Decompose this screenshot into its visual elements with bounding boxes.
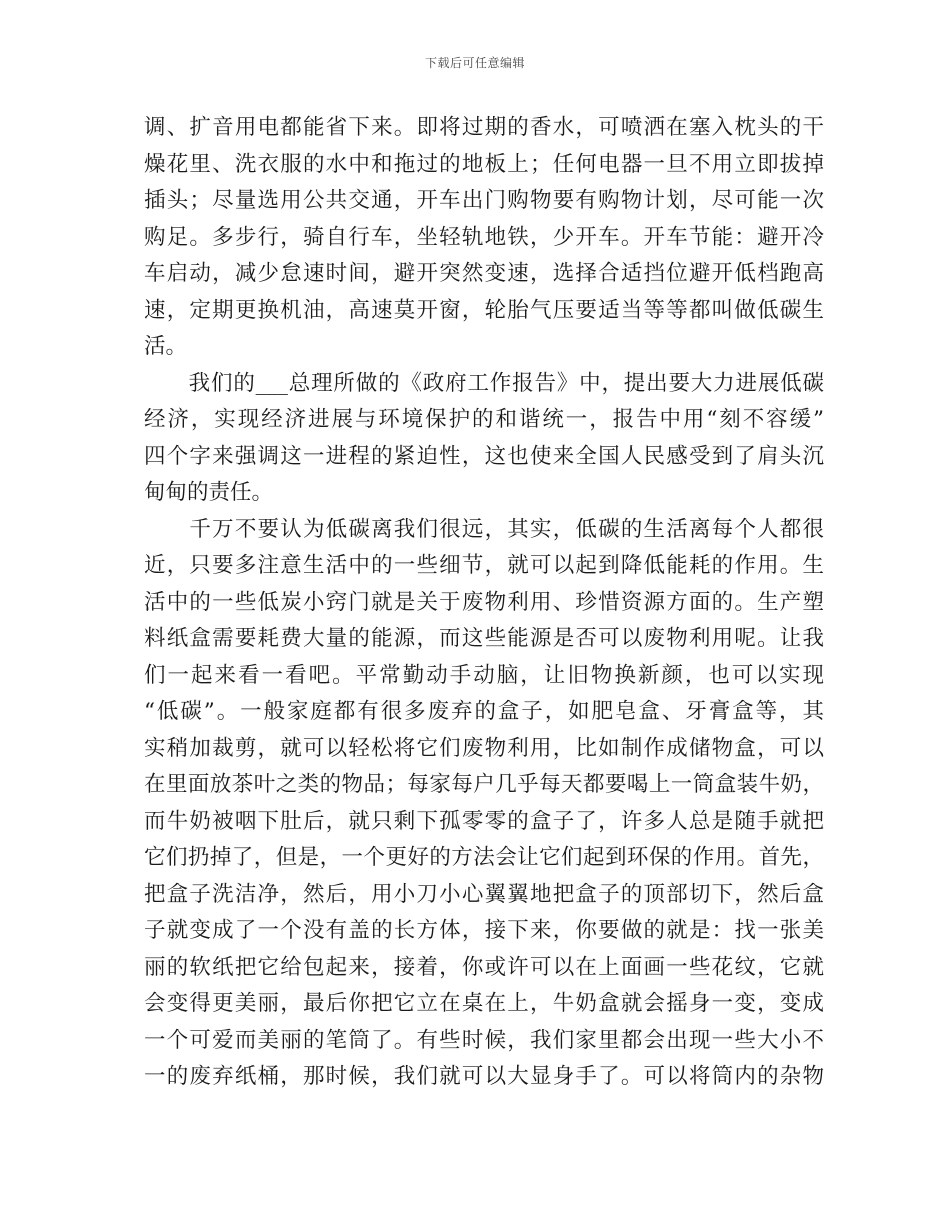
text-line: 会变得更美丽，最后你把它立在桌在上，牛奶盒就会摇身一变，变成: [144, 991, 824, 1016]
text-line: 实稍加裁剪，就可以轻松将它们废物利用，比如制作成储物盒，可以: [144, 735, 824, 761]
text-line: 四个字来强调这一进程的紧迫性，这也使来全国人民感受到了肩头沉: [144, 443, 824, 469]
text-line: 近，只要多注意生活中的一些细节，就可以起到降低能耗的作用。生: [144, 553, 824, 578]
text-line: 一的废弃纸桶，那时候，我们就可以大显身手了。可以将筒内的杂物: [144, 1064, 824, 1089]
text-line: 速，定期更换机油，高速莫开窗，轮胎气压要适当等等都叫做低碳生: [144, 297, 824, 323]
text-line: 在里面放茶叶之类的物品；每家每户几乎每天都要喝上一筒盒装牛奶，: [144, 772, 824, 797]
text-line: 调、扩音用电都能省下来。即将过期的香水，可喷洒在塞入枕头的干: [144, 115, 824, 140]
paragraph: [144, 110, 824, 366]
text-line: 车启动，减少怠速时间，避开突然变速，选择合适挡位避开低档跑高: [144, 261, 824, 286]
text-line: 料纸盒需要耗费大量的能源，而这些能源是否可以废物利用呢。让我: [144, 626, 824, 651]
text-line: 而牛奶被咽下肚后，就只剩下孤零零的盒子了，许多人总是随手就把: [144, 808, 824, 834]
text-line: 经济，实现经济进展与环境保护的和谐统一，报告中用“刻不容缓”: [144, 407, 824, 432]
text-line: 活中的一些低炭小窍门就是关于废物利用、珍惜资源方面的。生产塑: [144, 589, 824, 615]
paragraph: [144, 512, 824, 1096]
text-line: 购足。多步行，骑自行车，坐轻轨地铁，少开车。开车节能：避开冷: [144, 224, 824, 250]
text-line: 千万不要认为低碳离我们很远，其实，低碳的生活离每个人都很: [144, 516, 824, 542]
text-line: 一个可爱而美丽的笔筒了。有些时候，我们家里都会出现一些大小不: [144, 1027, 824, 1053]
page-header: 下载后可任意编辑: [424, 56, 525, 70]
document-body: [144, 110, 824, 1096]
paragraph: [144, 366, 824, 512]
text-line: 甸甸的责任。: [144, 480, 274, 505]
text-line: 活。: [144, 334, 188, 359]
text-line: “低碳”。一般家庭都有很多废弃的盒子，如肥皂盒、牙膏盒等，其: [144, 699, 824, 724]
text-line: 把盒子洗洁净，然后，用小刀小心翼翼地把盒子的顶部切下，然后盒: [144, 881, 824, 907]
text-line: 我们的___总理所做的《政府工作报告》中，提出要大力进展低碳: [144, 370, 824, 396]
text-line: 丽的软纸把它给包起来，接着，你或许可以在上面画一些花纹，它就: [144, 954, 824, 980]
text-line: 燥花里、洗衣服的水中和拖过的地板上；任何电器一旦不用立即拔掉: [144, 151, 824, 177]
text-line: 们一起来看一看吧。平常勤动手动脑，让旧物换新颜，也可以实现: [144, 662, 824, 688]
text-line: 它们扔掉了，但是，一个更好的方法会让它们起到环保的作用。首先，: [144, 845, 824, 870]
text-line: 子就变成了一个没有盖的长方体，接下来，你要做的就是：找一张美: [144, 918, 824, 943]
text-line: 插头；尽量选用公共交通，开车出门购物要有购物计划，尽可能一次: [144, 188, 824, 213]
